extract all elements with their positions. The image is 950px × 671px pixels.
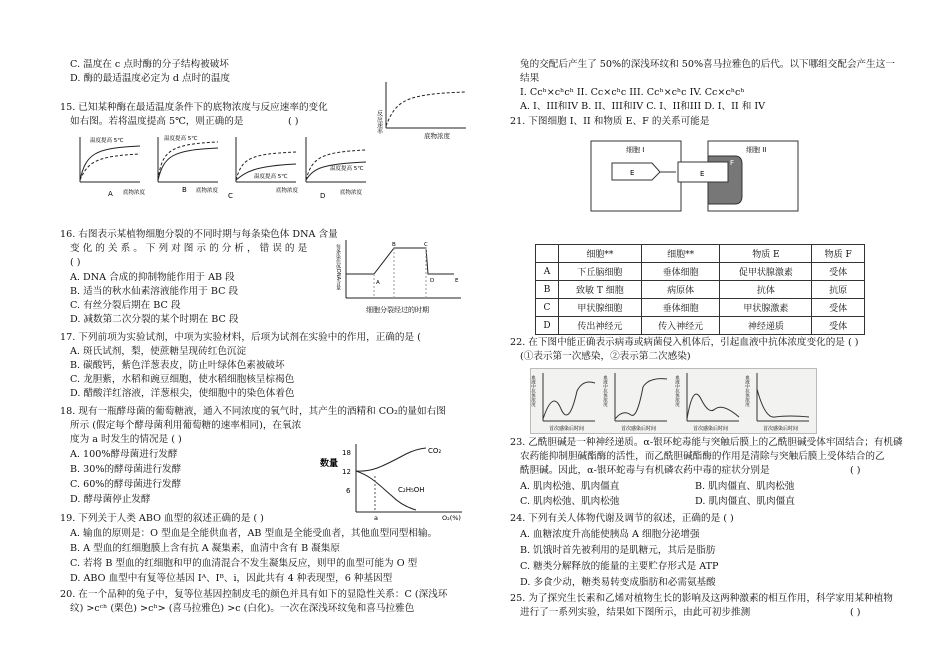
q24-stem: 24. 下列有关人体物代谢及调节的叙述，正确的是 ( )	[510, 513, 734, 524]
q15-graph-b	[158, 134, 219, 194]
q15-graph-a	[80, 136, 146, 198]
svg-text:首次感染后时间: 首次感染后时间	[693, 426, 729, 432]
q17-option-d: D. 醋酸洋红溶液，洋葱根尖，使细胞中的染色体着色	[70, 388, 295, 399]
q22-graph-d	[745, 373, 810, 432]
q14-option-c: C. 温度在 c 点时酶的分子结构被破坏	[70, 59, 229, 70]
svg-text:血液中抗体浓度: 血液中抗体浓度	[744, 375, 750, 407]
q15-label-c: C	[228, 192, 233, 200]
svg-text:温度提高 5℃: 温度提高 5℃	[164, 136, 198, 142]
q20-stem-4: 结果	[520, 73, 540, 84]
q16-option-d: D. 减数第二次分裂的某个时期在 BC 段	[70, 314, 239, 325]
q18-option-d: D. 酵母菌停止发酵	[70, 494, 151, 505]
q23-stem-2: 农药能抑制胆碱酯酶的活性，而乙酰胆碱酯酶的作用是清除与突触后膜上受体结合的乙	[520, 451, 885, 462]
q18-a-label: a	[374, 514, 378, 522]
svg-text:6: 6	[346, 487, 351, 495]
q22-graph-c	[675, 373, 740, 432]
q18-option-b: B. 30%的酵母菌进行发酵	[70, 464, 182, 475]
table-row: D 传出神经元 传入神经元 神经递质 受体	[536, 317, 865, 335]
q22-graph-b	[603, 373, 668, 432]
q18-stem-2: 所示 (假定每个酵母菌利用葡萄糖的速率相同)，在氧浓	[70, 420, 302, 431]
q15-graph-d	[306, 137, 366, 200]
q23-stem-3: 酰胆碱。因此，α-银环蛇毒与有机磷农药中毒的症状分别是	[520, 465, 770, 476]
q14-option-d: D. 酶的最适温度必定为 d 点时的温度	[70, 73, 231, 84]
cell-2-label: 细胞 II	[746, 146, 767, 154]
e-label-1: E	[630, 169, 635, 177]
q22-graph-a	[531, 373, 596, 432]
q16-point-a: A	[376, 280, 380, 286]
svg-text:底物浓度: 底物浓度	[123, 190, 146, 196]
q16-xlabel: 细胞分裂经过的时期	[366, 306, 429, 314]
q16-stem-1: 16. 右图表示某植物细胞分裂的不同时期与每条染色体 DNA 含量	[60, 229, 338, 240]
q20-crosses: I. Ccʰ×cʰcʰ II. Cc×cʰc III. Ccʰ×cʰc IV. Cc×cʰcʰ	[520, 87, 745, 98]
q25-stem-2: 进行了一系列实验，结果如下图所示，由此可初步推测	[520, 607, 751, 618]
q21-table	[535, 244, 865, 335]
q21-cell-diagram	[590, 140, 800, 220]
q18-co2-label: CO₂	[428, 447, 442, 455]
q23-option-b: B. 肌肉僵直、肌肉松弛	[695, 481, 795, 492]
q18-stem-1: 18. 现有一瓶酵母菌的葡萄糖液，通入不同浓度的氧气时，其产生的酒精和 CO₂的量如右图	[60, 406, 446, 417]
q16-paren: ( )	[70, 257, 81, 268]
table-header-row: 细胞** 细胞** 物质 E 物质 F	[536, 245, 865, 263]
svg-text:血液中抗体浓度: 血液中抗体浓度	[530, 375, 536, 407]
q24-option-a: A. 血糖浓度升高能使胰岛 A 细胞分泌增强	[520, 529, 700, 540]
e-label-2: E	[700, 170, 705, 178]
q20-stem-3: 兔的交配后产生了 50%的深浅环纹和 50%喜马拉雅色的后代。以下哪组交配会产生这一	[520, 59, 895, 70]
q23-option-a: A. 肌肉松弛、肌肉僵直	[520, 481, 620, 492]
q19-option-a: A. 输血的原则是：O 型血是全能供血者，AB 型血是全能受血者，其他血型同型相输。	[70, 528, 438, 539]
q16-ylabel: 每条染色体DNA含量	[335, 244, 341, 291]
q16-point-c: C	[424, 242, 428, 248]
q18-stem-3: 度为 a 时发生的情况是 ( )	[70, 434, 182, 445]
q18-xlabel: O₂(%)	[442, 514, 461, 522]
q16-option-a: A. DNA 合成的抑制物能作用于 AB 段	[70, 272, 235, 283]
svg-text:底物浓度: 底物浓度	[196, 188, 219, 194]
q15-stem-1: 15. 已知某种酶在最适温度条件下的底物浓度与反应速率的变化	[60, 102, 328, 113]
q15-label-a: A	[108, 190, 113, 198]
svg-text:18: 18	[342, 449, 351, 457]
q16-dna-graph	[336, 238, 466, 318]
q23-option-c: C. 肌肉松弛、肌肉松弛	[520, 496, 620, 507]
q19-option-b: B. A 型血的红细胞膜上含有抗 A 凝集素，血清中含有 B 凝集原	[70, 543, 340, 554]
q23-stem-1: 23. 乙酰胆碱是一种神经递质。α-银环蛇毒能与突触后膜上的乙酰胆碱受体牢固结合；有机磷	[510, 437, 903, 448]
q15-paren: ( )	[288, 116, 299, 127]
q24-option-c: C. 糖类分解释放的能量的主要贮存形式是 ATP	[520, 561, 719, 572]
q24-option-d: D. 多食少动，糖类易转变成脂肪和必需氨基酸	[520, 577, 716, 588]
q16-stem-2: 变 化 的 关 系 。 下 列 对 图 示 的 分 析 ， 错 误 的 是	[70, 243, 308, 254]
f-label: F	[730, 159, 735, 167]
table-row: C 甲状腺细胞 垂体细胞 甲状腺激素 受体	[536, 299, 865, 317]
q18-option-a: A. 100%酵母菌进行发酵	[70, 449, 178, 460]
q16-option-b: B. 适当的秋水仙素溶液能作用于 BC 段	[70, 286, 239, 297]
q16-point-b: B	[392, 242, 396, 248]
svg-text:血液中抗体浓度: 血液中抗体浓度	[602, 375, 608, 407]
q17-option-a: A. 斑氏试剂，梨，使蔗糖呈现砖红色沉淀	[70, 346, 247, 357]
table-row: A 下丘脑细胞 垂体细胞 促甲状腺激素 受体	[536, 263, 865, 281]
svg-text:温度提高 5℃: 温度提高 5℃	[90, 138, 124, 144]
q15-ref-ylabel: 反应速率	[375, 110, 383, 134]
q17-option-c: C. 龙胆紫，水稻和豌豆细胞，使水稻细胞核呈棕褐色	[70, 374, 295, 385]
q23-paren: ( )	[850, 465, 861, 476]
q22-stem-2: (①表示第一次感染，②表示第二次感染)	[520, 351, 691, 362]
q16-point-d: D	[430, 278, 435, 284]
q25-paren: ( )	[850, 607, 861, 618]
table-row: B 致敏 T 细胞 病原体 抗体 抗原	[536, 281, 865, 299]
q22-antibody-graphs	[530, 368, 817, 434]
q15-ref-xlabel: 底物浓度	[424, 132, 450, 140]
q17-stem: 17. 下列前项为实验试剂，中项为实验材料，后项为试剂在实验中的作用，正确的是 (	[60, 332, 421, 343]
svg-text:首次感染后时间: 首次感染后时间	[549, 426, 585, 432]
q23-option-d: D. 肌肉僵直、肌肉僵直	[695, 496, 795, 507]
svg-text:首次感染后时间: 首次感染后时间	[621, 426, 657, 432]
q15-stem-2: 如右图。若将温度提高 5℃，则正确的是	[70, 116, 244, 127]
q20-options: A. I、III和IV B. II、III和IV C. I、II和III D. I、II 和 IV	[520, 101, 766, 112]
svg-text:首次感染后时间: 首次感染后时间	[763, 426, 799, 432]
q17-option-b: B. 碳酸钙，紫色洋葱表皮，防止叶绿体色素被破坏	[70, 360, 285, 371]
q18-ethanol-label: C₂H₅OH	[398, 486, 425, 494]
q15-option-graphs	[68, 132, 368, 202]
q16-option-c: C. 有丝分裂后期在 BC 段	[70, 300, 181, 311]
q15-graph-c	[228, 137, 299, 200]
svg-text:底物浓度: 底物浓度	[340, 190, 363, 196]
q15-label-d: D	[320, 192, 326, 200]
q19-option-c: C. 若将 B 型血的红细胞和甲的血清混合不发生凝集反应，则甲的血型可能为 O 型	[70, 558, 418, 569]
svg-text:底物浓度: 底物浓度	[276, 188, 299, 194]
svg-text:温度提高 5℃: 温度提高 5℃	[330, 166, 364, 172]
cell-1-label: 细胞 I	[626, 146, 645, 154]
q16-point-e: E	[455, 278, 459, 284]
q18-option-c: C. 60%的酵母菌进行发酵	[70, 479, 182, 490]
q21-stem: 21. 下图细胞 I、II 和物质 E、F 的关系可能是	[510, 116, 710, 127]
q20-stem-1: 20. 在一个品种的兔子中，复等位基因控制皮毛的颜色并具有如下的显隐性关系：C (深浅环	[60, 589, 448, 600]
q25-stem-1: 25. 为了探究生长素和乙烯对植物生长的影响及这两种激素的相互作用，科学家用某种植物	[510, 593, 893, 604]
q19-option-d: D. ABO 血型中有复等位基因 Iᴬ、Iᴮ、i，因此共有 4 种表现型，6 种基因型	[70, 573, 393, 584]
q24-option-b: B. 饥饿时首先被利用的是肌糖元，其后是脂肪	[520, 545, 716, 556]
svg-text:血液中抗体浓度: 血液中抗体浓度	[674, 375, 680, 407]
q22-stem-1: 22. 在下图中能正确表示病毒或病菌侵入机体后，引起血液中抗体浓度变化的是 ( )	[510, 337, 859, 348]
svg-text:12: 12	[342, 468, 351, 476]
q18-yeast-graph	[316, 440, 466, 522]
q18-ylabel: 数量	[320, 459, 339, 469]
q15-label-b: B	[182, 186, 187, 194]
svg-text:温度提高 5℃: 温度提高 5℃	[254, 174, 288, 180]
q15-reference-graph	[376, 80, 476, 144]
q20-stem-2: 纹) >cᶜʰ (栗色) >cʰ> (喜马拉雅色) >c (白化)。一次在深浅环纹兔和喜马拉雅色	[70, 603, 415, 614]
q19-stem: 19. 下列关于人类 ABO 血型的叙述正确的是 ( )	[60, 513, 264, 524]
